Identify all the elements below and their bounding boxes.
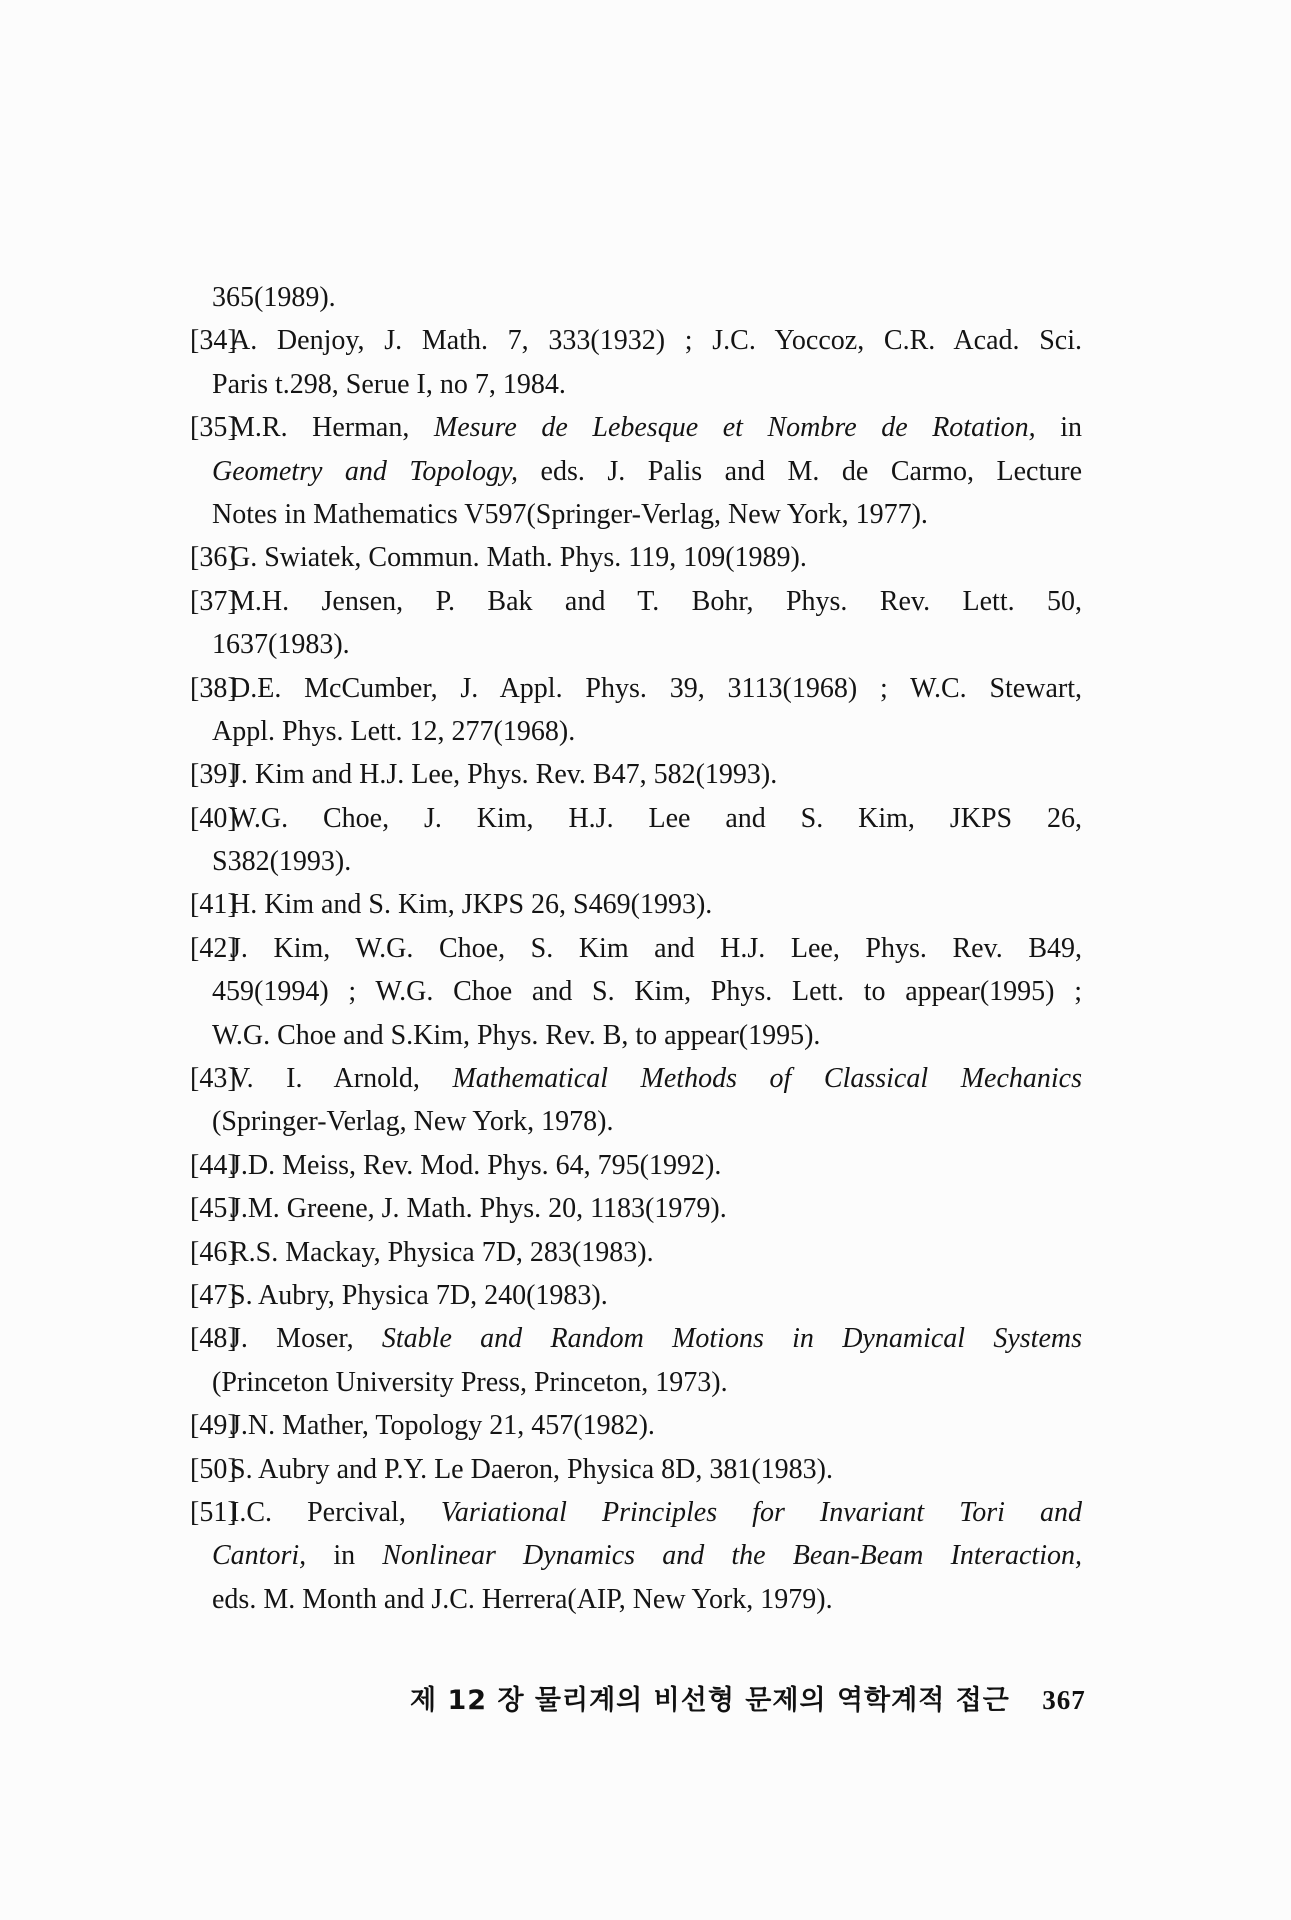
reference-continuation-line bbox=[190, 970, 1082, 1013]
reference-segment: (Springer-Verlag, New York, 1978). bbox=[212, 1106, 614, 1138]
reference-number: [42] bbox=[190, 932, 237, 964]
reference-segment: 365(1989). bbox=[212, 282, 336, 313]
reference-segment: W.G. Choe, J. Kim, H.J. Lee and S. Kim, JKPS 26, bbox=[230, 802, 1082, 834]
reference-segment: J. Kim and H.J. Lee, Phys. Rev. B47, 582(1993). bbox=[230, 759, 778, 791]
reference-text bbox=[212, 276, 1082, 319]
reference-number: [43] bbox=[190, 1063, 237, 1095]
reference-number: [50] bbox=[190, 1453, 237, 1485]
reference-segment: in bbox=[306, 1540, 383, 1572]
reference-entry bbox=[190, 1187, 1082, 1230]
reference-text bbox=[230, 883, 1082, 926]
reference-text bbox=[230, 1274, 1082, 1317]
running-head: 제 12 장 물리계의 비선형 문제의 역학계적 접근 bbox=[410, 1685, 1010, 1716]
reference-text bbox=[212, 710, 1082, 753]
reference-entry bbox=[190, 1057, 1082, 1100]
reference-continuation-line bbox=[190, 1534, 1082, 1577]
reference-entry bbox=[190, 319, 1082, 362]
reference-number: [41] bbox=[190, 889, 237, 921]
reference-continuation-line bbox=[190, 1100, 1082, 1143]
reference-segment: Paris t.298, Serue I, no 7, 1984. bbox=[212, 368, 566, 400]
reference-text bbox=[230, 1317, 1082, 1360]
reference-number: [48] bbox=[190, 1323, 237, 1355]
reference-title: Geometry and Topology, bbox=[212, 455, 519, 487]
reference-text bbox=[212, 1361, 1082, 1404]
reference-continuation-line bbox=[190, 1578, 1082, 1621]
reference-segment: W.G. Choe and S.Kim, Phys. Rev. B, to appear(1995). bbox=[212, 1019, 821, 1051]
reference-text bbox=[230, 1187, 1082, 1230]
page-number: 367 bbox=[1042, 1685, 1086, 1715]
reference-text bbox=[212, 363, 1082, 406]
reference-segment: J.N. Mather, Topology 21, 457(1982). bbox=[230, 1410, 655, 1442]
reference-number: [36] bbox=[190, 542, 237, 574]
reference-segment: S382(1993). bbox=[212, 846, 352, 878]
reference-title: Mathematical Methods of Classical Mechanics bbox=[452, 1063, 1082, 1095]
reference-segment: 459(1994) ; W.G. Choe and S. Kim, Phys. Lett. to appear(1995) ; bbox=[212, 976, 1082, 1008]
reference-list bbox=[190, 276, 1082, 1621]
reference-title: Cantori, bbox=[212, 1540, 307, 1572]
reference-segment: eds. M. Month and J.C. Herrera(AIP, New York, 1979). bbox=[212, 1583, 833, 1615]
reference-text bbox=[230, 536, 1082, 579]
reference-segment: G. Swiatek, Commun. Math. Phys. 119, 109(1989). bbox=[230, 542, 807, 574]
reference-entry bbox=[190, 536, 1082, 579]
reference-number: [51] bbox=[190, 1496, 237, 1528]
reference-segment: eds. J. Palis and M. de Carmo, Lecture bbox=[518, 455, 1082, 487]
reference-text bbox=[230, 1057, 1082, 1100]
reference-text bbox=[212, 623, 1082, 666]
reference-segment: S. Aubry, Physica 7D, 240(1983). bbox=[230, 1279, 608, 1311]
reference-text bbox=[230, 667, 1082, 710]
reference-continuation-line bbox=[190, 1014, 1082, 1057]
reference-text bbox=[230, 580, 1082, 623]
reference-text bbox=[212, 1578, 1082, 1621]
reference-text bbox=[212, 450, 1082, 493]
reference-segment: I.C. Percival, bbox=[230, 1496, 441, 1528]
reference-entry bbox=[190, 1404, 1082, 1447]
reference-entry bbox=[190, 797, 1082, 840]
reference-continuation-line bbox=[190, 840, 1082, 883]
reference-text bbox=[230, 1448, 1082, 1491]
reference-text bbox=[230, 1491, 1082, 1534]
reference-segment: A. Denjoy, J. Math. 7, 333(1932) ; J.C. Yoccoz, C.R. Acad. Sci. bbox=[230, 325, 1082, 357]
reference-number: [47] bbox=[190, 1279, 237, 1311]
reference-segment: (Princeton University Press, Princeton, 1973). bbox=[212, 1366, 728, 1398]
reference-segment: J.M. Greene, J. Math. Phys. 20, 1183(1979). bbox=[230, 1193, 727, 1225]
reference-title: Stable and Random Motions in Dynamical Systems bbox=[381, 1323, 1083, 1355]
reference-entry bbox=[190, 1317, 1082, 1360]
reference-number: [46] bbox=[190, 1236, 237, 1268]
reference-continuation-line bbox=[190, 493, 1082, 536]
reference-segment: V. I. Arnold, bbox=[230, 1063, 453, 1095]
reference-segment: M.R. Herman, bbox=[230, 412, 434, 444]
reference-number: [39] bbox=[190, 759, 237, 791]
reference-number: [37] bbox=[190, 585, 237, 617]
reference-continuation-line bbox=[190, 450, 1082, 493]
reference-entry bbox=[190, 406, 1082, 449]
reference-number: [40] bbox=[190, 802, 237, 834]
reference-number: [34] bbox=[190, 325, 237, 357]
reference-segment: Appl. Phys. Lett. 12, 277(1968). bbox=[212, 715, 576, 747]
reference-segment: J. Kim, W.G. Choe, S. Kim and H.J. Lee, Phys. Rev. B49, bbox=[230, 932, 1082, 964]
reference-text bbox=[230, 319, 1082, 362]
reference-text bbox=[230, 1231, 1082, 1274]
reference-entry bbox=[190, 1491, 1082, 1534]
reference-segment: H. Kim and S. Kim, JKPS 26, S469(1993). bbox=[230, 889, 713, 921]
reference-entry bbox=[190, 753, 1082, 796]
reference-entry bbox=[190, 276, 1082, 319]
reference-segment: Notes in Mathematics V597(Springer-Verlag, New York, 1977). bbox=[212, 498, 928, 530]
reference-text bbox=[212, 493, 1082, 536]
reference-segment: S. Aubry and P.Y. Le Daeron, Physica 8D, 381(1983). bbox=[230, 1453, 833, 1485]
page-footer bbox=[410, 1678, 1086, 1717]
reference-continuation-line bbox=[190, 1361, 1082, 1404]
reference-text bbox=[230, 406, 1082, 449]
reference-text bbox=[212, 1014, 1082, 1057]
reference-number: [35] bbox=[190, 412, 237, 444]
reference-entry bbox=[190, 1231, 1082, 1274]
reference-number: [45] bbox=[190, 1193, 237, 1225]
reference-segment: M.H. Jensen, P. Bak and T. Bohr, Phys. Rev. Lett. 50, bbox=[230, 585, 1082, 617]
reference-title: Nonlinear Dynamics and the Bean-Beam Interaction, bbox=[382, 1540, 1082, 1572]
reference-entry bbox=[190, 1448, 1082, 1491]
reference-text bbox=[230, 1404, 1082, 1447]
reference-segment: R.S. Mackay, Physica 7D, 283(1983). bbox=[230, 1236, 654, 1268]
reference-entry bbox=[190, 667, 1082, 710]
reference-continuation-line bbox=[190, 710, 1082, 753]
reference-text bbox=[230, 1144, 1082, 1187]
reference-number: [44] bbox=[190, 1149, 237, 1181]
reference-segment: in bbox=[1035, 412, 1082, 444]
reference-text bbox=[212, 840, 1082, 883]
reference-title: Variational Principles for Invariant Tori and bbox=[440, 1496, 1082, 1528]
reference-segment: 1637(1983). bbox=[212, 629, 350, 661]
reference-segment: D.E. McCumber, J. Appl. Phys. 39, 3113(1968) ; W.C. Stewart, bbox=[230, 672, 1082, 704]
reference-number: [49] bbox=[190, 1410, 237, 1442]
reference-segment: J. Moser, bbox=[230, 1323, 382, 1355]
reference-text bbox=[230, 927, 1082, 970]
reference-number: [38] bbox=[190, 672, 237, 704]
reference-entry bbox=[190, 1274, 1082, 1317]
reference-segment: J.D. Meiss, Rev. Mod. Phys. 64, 795(1992). bbox=[230, 1149, 722, 1181]
reference-text bbox=[230, 753, 1082, 796]
reference-entry bbox=[190, 1144, 1082, 1187]
reference-text bbox=[212, 1534, 1082, 1577]
reference-entry bbox=[190, 580, 1082, 623]
reference-text bbox=[230, 797, 1082, 840]
reference-entry bbox=[190, 927, 1082, 970]
reference-text bbox=[212, 1100, 1082, 1143]
reference-entry bbox=[190, 883, 1082, 926]
reference-continuation-line bbox=[190, 623, 1082, 666]
reference-title: Mesure de Lebesque et Nombre de Rotation, bbox=[433, 412, 1036, 444]
reference-text bbox=[212, 970, 1082, 1013]
reference-continuation-line bbox=[190, 363, 1082, 406]
